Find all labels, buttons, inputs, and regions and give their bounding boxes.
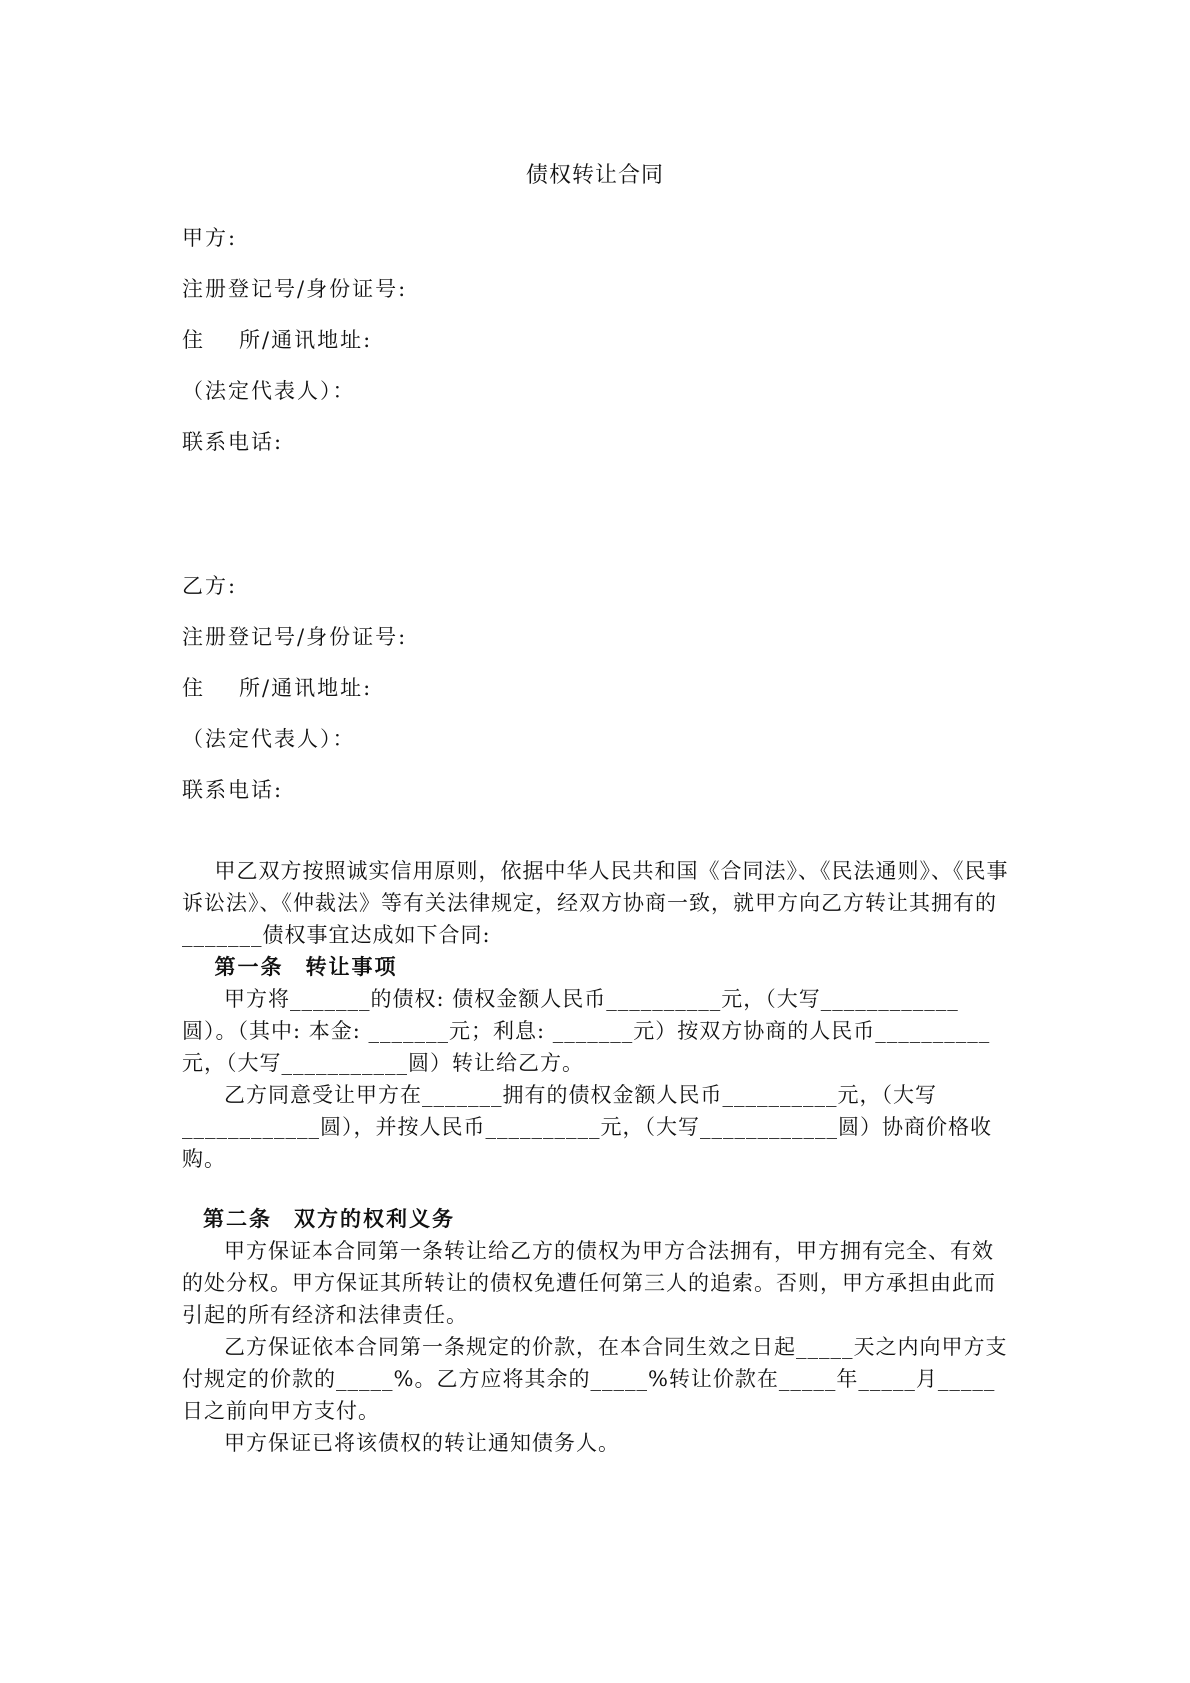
party-a-address-a: 住 — [182, 328, 205, 352]
party-b-address — [182, 672, 372, 702]
party-a-phone: 联系电话: — [182, 430, 284, 454]
contract-body — [182, 855, 1014, 1459]
article-1-number: 第一条 — [214, 954, 284, 979]
document-title: 债权转让合同 — [525, 163, 664, 188]
preamble-paragraph: 甲乙双方按照诚实信用原则，依据中华人民共和国《合同法》、《民法通则》、《民事诉讼法》、《仲裁法》等有关法律规定，经双方协商一致，就甲方向乙方转让其拥有的_______债权事宜达成如下合同: — [182, 859, 1009, 947]
article-1-paragraph-1: 甲方将_______的债权: 债权金额人民币__________元，（大写____________圆）。（其中: 本金: _______元；利息: _______元）按双方协商的人民币__________元，（大写___________圆）转让给乙方。 — [182, 987, 991, 1075]
article-2-heading — [182, 1203, 1014, 1235]
party-b-reg-no: 注册登记号/身份证号: — [182, 625, 408, 649]
party-a-address-b: 所/通讯地址: — [239, 328, 373, 352]
article-2-paragraph-1: 甲方保证本合同第一条转让给乙方的债权为甲方合法拥有，甲方拥有完全、有效的处分权。甲方保证其所转让的债权免遭任何第三人的追索。否则，甲方承担由此而引起的所有经济和法律责任。 — [182, 1239, 996, 1327]
party-a-label: 甲方: — [182, 226, 238, 250]
party-b-address-b: 所/通讯地址: — [239, 676, 373, 700]
article-2-paragraph-2: 乙方保证依本合同第一条规定的价款，在本合同生效之日起_____天之内向甲方支付规定的价款的_____%。乙方应将其余的_____%转让价款在_____年_____月_____日之前向甲方支付。 — [182, 1335, 1008, 1423]
article-2-paragraph-3: 甲方保证已将该债权的转让通知债务人。 — [224, 1431, 620, 1455]
party-b-address-a: 住 — [182, 676, 205, 700]
party-b-label: 乙方: — [182, 574, 238, 598]
article-1-heading — [182, 951, 1014, 983]
party-a-address — [182, 324, 372, 354]
party-b-legal-rep: （法定代表人）： — [182, 727, 356, 751]
article-1-title: 转让事项 — [305, 954, 398, 979]
party-b-phone: 联系电话: — [182, 778, 284, 802]
article-1-paragraph-2: 乙方同意受让甲方在_______拥有的债权金额人民币__________元，（大写____________圆），并按人民币__________元，（大写____________圆）协商价格收购。 — [182, 1083, 992, 1171]
article-2-title: 双方的权利义务 — [294, 1206, 455, 1231]
party-a-reg-no: 注册登记号/身份证号: — [182, 277, 408, 301]
party-a-legal-rep: （法定代表人）： — [182, 379, 356, 403]
article-2-number: 第二条 — [203, 1206, 272, 1231]
